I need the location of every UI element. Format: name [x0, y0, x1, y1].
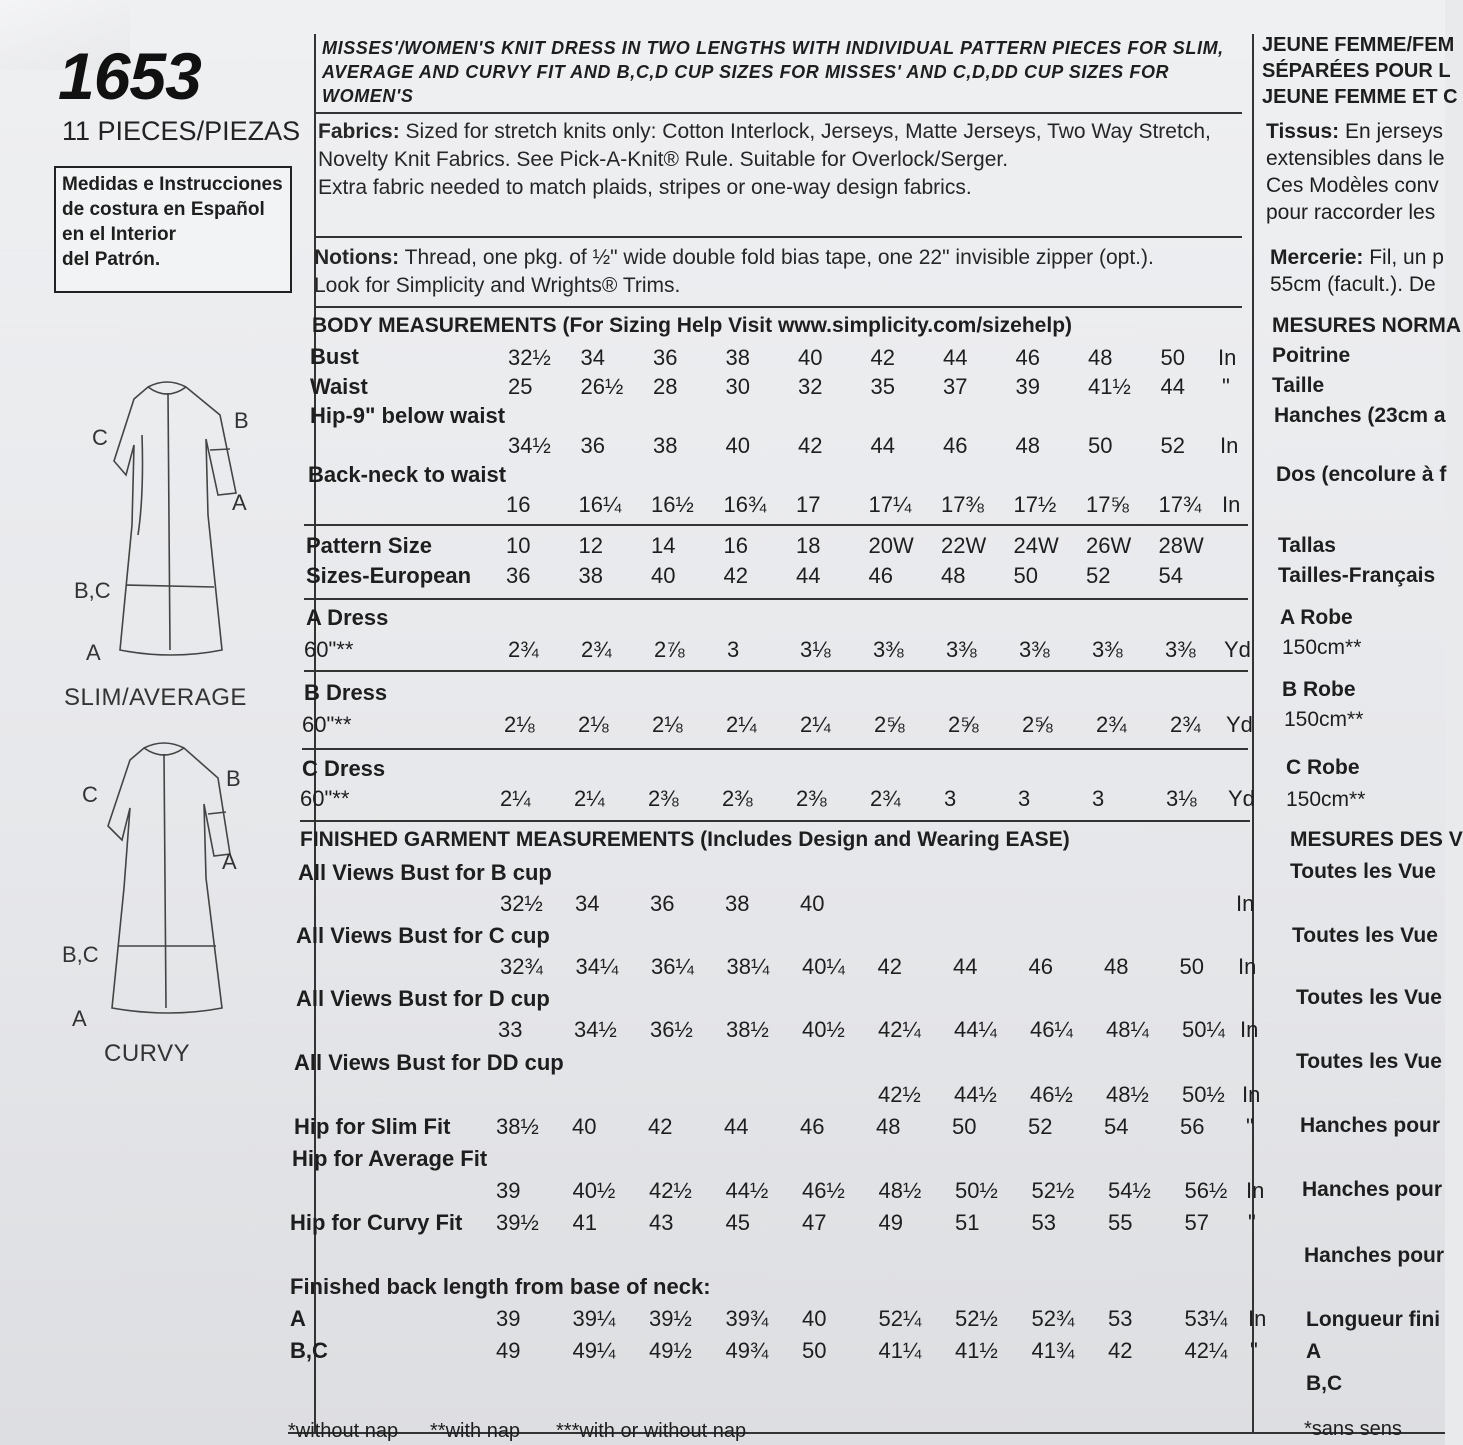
table-cell: 40 [798, 345, 823, 370]
table-cell: 42 [877, 954, 902, 979]
unit-label: In [1218, 345, 1237, 370]
table-cell: 17⅜ [941, 492, 984, 517]
row-label: Hip for Curvy Fit [290, 1210, 463, 1235]
curvy-label-bc: B,C [62, 942, 99, 967]
row-label: B,C [290, 1338, 328, 1363]
french-width: 150cm** [1286, 788, 1366, 811]
french-hanches-pour: Hanches pour [1300, 1114, 1441, 1137]
table-cell: 40¼ [802, 954, 845, 979]
slim-label-b: B [234, 408, 249, 433]
table-cell: 51 [955, 1210, 980, 1235]
slim-average-dress-drawing [80, 375, 260, 675]
table-cell: 24W [1013, 533, 1059, 558]
table-cell: 36¼ [651, 954, 694, 979]
notions-section [314, 244, 1244, 300]
table-cell: 52 [1160, 433, 1185, 458]
notions-text: Look for Simplicity and Wrights® Trims. [314, 274, 681, 297]
table-cell: 2¾ [1170, 712, 1201, 737]
title-line: WOMEN'S [322, 86, 414, 106]
table-cell: 54 [1158, 563, 1183, 588]
table-cell: 3 [727, 637, 740, 662]
table-cell: 39¾ [725, 1306, 769, 1331]
table-cell: 39 [1015, 374, 1040, 399]
unit-label: In [1222, 492, 1241, 517]
table-cell: 42 [870, 345, 895, 370]
table-cell: 46½ [1030, 1082, 1073, 1107]
fabrics-text: Novelty Knit Fabrics. See Pick-A-Knit® Rule. Suitable for Overlock/Serger. [318, 148, 1009, 171]
table-cell: 50 [952, 1114, 977, 1139]
table-cell: 32½ [500, 891, 543, 916]
title-line: AVERAGE AND CURVY FIT AND B,C,D CUP SIZES FOR MISSES' AND C,D,DD CUP SIZES FOR [322, 62, 1170, 82]
table-cell: 40 [651, 563, 676, 588]
french-taille: Taille [1272, 374, 1325, 397]
table-cell: 48 [1104, 954, 1129, 979]
table-cell: 41½ [1088, 374, 1131, 399]
footnote-with-nap: **with nap [430, 1420, 521, 1442]
notions-label: Notions: [314, 246, 400, 269]
spanish-line: de costura en Español [62, 199, 265, 220]
table-cell: 17¼ [868, 492, 912, 517]
table-cell: 34½ [574, 1017, 617, 1042]
table-cell: 46 [868, 563, 893, 588]
table-cell: 57 [1184, 1210, 1209, 1235]
slim-label-a-hem: A [86, 640, 101, 665]
fabrics-text: Sized for stretch knits only: Cotton Interlock, Jerseys, Matte Jerseys, Two Way Stretch, [399, 120, 1211, 143]
table-cell: 28 [653, 374, 678, 399]
footnote-with-or-without-nap: ***with or without nap [556, 1420, 747, 1442]
unit-label: Yd [1226, 712, 1253, 737]
table-cell: 40 [800, 891, 825, 916]
table-cell: 52½ [1031, 1178, 1075, 1203]
french-poitrine: Poitrine [1272, 344, 1351, 367]
rule [304, 670, 1248, 672]
table-cell: 53¼ [1184, 1306, 1228, 1331]
table-cell: 26½ [580, 374, 624, 399]
french-hanches-pour: Hanches pour [1304, 1244, 1445, 1267]
row-label: A [290, 1306, 306, 1331]
title-line: MISSES'/WOMEN'S KNIT DRESS IN TWO LENGTHS WITH INDIVIDUAL PATTERN PIECES FOR SLIM, [322, 38, 1224, 58]
table-cell: 52¾ [1031, 1306, 1075, 1331]
table-cell: 44 [1160, 374, 1185, 399]
spanish-line: del Patrón. [62, 249, 161, 270]
unit-label: In [1242, 1082, 1261, 1107]
table-cell: 41½ [955, 1338, 998, 1363]
french-title-line: JEUNE FEMME/FEM [1262, 34, 1455, 56]
table-cell: 49½ [649, 1338, 692, 1363]
table-cell: 40 [725, 433, 750, 458]
french-footnote: *sans sens [1304, 1418, 1402, 1440]
row-label: B Dress [304, 680, 388, 705]
pieces-count: 11 PIECES/PIEZAS [62, 116, 301, 146]
back-length-header: Finished back length from base of neck: [290, 1274, 711, 1299]
table-cell: 40 [802, 1306, 827, 1331]
table-cell: 46 [1015, 345, 1040, 370]
table-cell: 3⅜ [1019, 637, 1050, 662]
table-cell: 50 [1013, 563, 1038, 588]
french-text: 55cm (facult.). De [1270, 273, 1436, 296]
table-cell: 3⅛ [1166, 786, 1197, 811]
table-cell: 3 [1018, 786, 1031, 811]
row-label: Hip for Average Fit [292, 1146, 488, 1171]
table-cell: 56½ [1184, 1178, 1228, 1203]
rule [316, 306, 1242, 308]
table-cell: 3⅛ [800, 637, 831, 662]
table-cell: 39 [496, 1306, 521, 1331]
table-cell: 36 [650, 891, 675, 916]
french-mercerie-label: Mercerie: [1270, 246, 1364, 269]
table-cell: 49 [496, 1338, 521, 1363]
table-cell: 38½ [496, 1114, 539, 1139]
row-label: All Views Bust for B cup [298, 860, 552, 885]
french-text: pour raccorder les [1266, 201, 1436, 224]
table-cell: 2¼ [800, 712, 831, 737]
row-label: A Dress [306, 605, 389, 630]
rule [304, 598, 1248, 600]
french-tissus-label: Tissus: [1266, 120, 1340, 143]
table-cell: 47 [802, 1210, 827, 1235]
slim-label-c: C [92, 425, 108, 450]
slim-average-caption: SLIM/AVERAGE [64, 684, 247, 711]
table-cell: 44½ [954, 1082, 997, 1107]
fabric-width: 60"** [304, 637, 354, 662]
table-cell: 18 [796, 533, 821, 558]
table-cell: 2¾ [581, 637, 612, 662]
table-cell: 49 [878, 1210, 903, 1235]
table-cell: 2⅝ [874, 712, 905, 737]
table-cell: 36½ [650, 1017, 693, 1042]
table-cell: 38¼ [726, 954, 770, 979]
table-cell: 36 [580, 433, 605, 458]
table-cell: 48 [1088, 345, 1113, 370]
table-cell: 38 [725, 345, 750, 370]
table-cell: 55 [1108, 1210, 1133, 1235]
french-tallas: Tallas [1278, 534, 1336, 557]
table-cell: 50 [802, 1338, 827, 1363]
row-label: Sizes-European [306, 563, 472, 588]
table-cell: 50 [1160, 345, 1185, 370]
unit-label: In [1238, 954, 1257, 979]
table-cell: 2¼ [500, 786, 531, 811]
french-mercerie [1270, 244, 1444, 298]
row-label: All Views Bust for D cup [296, 986, 550, 1011]
french-a: A [1306, 1340, 1322, 1363]
table-cell: 32½ [508, 345, 551, 370]
table-cell: 2¾ [870, 786, 901, 811]
french-tailles: Tailles-Français [1278, 564, 1436, 587]
table-cell: 36 [653, 345, 678, 370]
table-cell: 16 [723, 533, 748, 558]
unit-label: " [1222, 374, 1230, 399]
curvy-label-a-hem: A [72, 1006, 87, 1031]
table-cell: 32¾ [500, 954, 543, 979]
table-cell: 42½ [878, 1082, 921, 1107]
table-cell: 12 [578, 533, 603, 558]
table-cell: 36 [506, 563, 531, 588]
unit-label: Yd [1228, 786, 1255, 811]
table-cell: 28W [1158, 533, 1204, 558]
table-cell: 52½ [955, 1306, 998, 1331]
table-cell: 3⅜ [946, 637, 977, 662]
table-cell: 48½ [1106, 1082, 1149, 1107]
table-cell: 34¼ [575, 954, 619, 979]
french-hanches: Hanches (23cm a [1274, 404, 1446, 427]
fabrics-section [318, 118, 1248, 202]
table-cell: 41¼ [878, 1338, 922, 1363]
table-cell: 22W [941, 533, 987, 558]
table-cell: 10 [506, 533, 531, 558]
table-cell: 45 [725, 1210, 750, 1235]
table-cell: 44¼ [954, 1017, 997, 1042]
curvy-caption: CURVY [104, 1040, 191, 1067]
table-cell: 40½ [802, 1017, 845, 1042]
table-cell: 50½ [1182, 1082, 1225, 1107]
table-cell: 3 [1092, 786, 1105, 811]
table-cell: 26W [1086, 533, 1132, 558]
row-label: C Dress [302, 756, 386, 781]
french-text: Ces Modèles conv [1266, 174, 1439, 197]
finished-measurements-header: FINISHED GARMENT MEASUREMENTS (Includes Design and Wearing EASE) [300, 828, 1070, 851]
table-cell: 42 [798, 433, 823, 458]
french-hanches-pour: Hanches pour [1302, 1178, 1443, 1201]
rule [302, 748, 1248, 750]
body-measurements-header: BODY MEASUREMENTS (For Sizing Help Visit www.simplicity.com/sizehelp) [312, 314, 1073, 337]
table-cell: 2⅜ [796, 786, 827, 811]
table-cell: 39½ [496, 1210, 539, 1235]
table-cell: 2⅛ [504, 712, 535, 737]
table-cell: 46½ [802, 1178, 845, 1203]
unit-label: Yd [1224, 637, 1251, 662]
french-width: 150cm** [1284, 708, 1364, 731]
table-cell: 42 [648, 1114, 673, 1139]
rule [300, 820, 1250, 822]
footnote-without-nap: *without nap [288, 1420, 399, 1442]
table-cell: 38 [653, 433, 678, 458]
table-cell: 17⅝ [1086, 492, 1129, 517]
table-cell: 30 [725, 374, 750, 399]
french-robe-b: B Robe [1282, 678, 1356, 701]
french-title [1262, 32, 1458, 110]
table-cell: 35 [870, 374, 895, 399]
french-toutes: Toutes les Vue [1296, 986, 1442, 1009]
table-cell: 3 [944, 786, 957, 811]
spanish-line: en el Interior [62, 224, 177, 245]
row-label: Hip for Slim Fit [294, 1114, 451, 1139]
slim-label-a: A [232, 490, 247, 515]
rule [316, 112, 1242, 114]
table-cell: 16 [506, 492, 531, 517]
table-cell: 16¼ [578, 492, 622, 517]
table-cell: 41¾ [1031, 1338, 1075, 1363]
table-cell: 41 [572, 1210, 597, 1235]
row-label: Waist [310, 374, 368, 399]
table-cell: 16¾ [723, 492, 767, 517]
table-cell: 48¼ [1106, 1017, 1149, 1042]
french-tissus [1266, 118, 1445, 226]
table-cell: 40 [572, 1114, 597, 1139]
table-cell: 53 [1108, 1306, 1133, 1331]
french-toutes: Toutes les Vue [1296, 1050, 1442, 1073]
french-title-line: SÉPARÉES POUR L [1262, 60, 1451, 82]
table-cell: 37 [943, 374, 968, 399]
table-cell: 2¼ [574, 786, 605, 811]
rule [316, 236, 1242, 238]
table-cell: 16½ [651, 492, 694, 517]
curvy-label-a: A [222, 849, 237, 874]
table-cell: 53 [1031, 1210, 1056, 1235]
table-cell: 43 [649, 1210, 674, 1235]
table-cell: 2¾ [1096, 712, 1127, 737]
fabrics-label: Fabrics: [318, 120, 400, 143]
fabrics-text: Extra fabric needed to match plaids, stripes or one-way design fabrics. [318, 176, 972, 199]
french-robe-c: C Robe [1286, 756, 1360, 779]
row-label: Pattern Size [306, 533, 432, 558]
table-cell: 2¾ [508, 637, 539, 662]
table-cell: 2¼ [726, 712, 757, 737]
unit-label: " [1246, 1114, 1254, 1139]
table-cell: 50 [1088, 433, 1113, 458]
row-label: Back-neck to waist [308, 462, 507, 487]
table-cell: 33 [498, 1017, 523, 1042]
table-cell: 42¼ [1184, 1338, 1228, 1363]
unit-label: In [1220, 433, 1239, 458]
table-cell: 48 [876, 1114, 901, 1139]
table-cell: 48 [941, 563, 966, 588]
table-cell: 3⅜ [1092, 637, 1123, 662]
french-toutes: Toutes les Vue [1290, 860, 1436, 883]
slim-label-bc: B,C [74, 578, 111, 603]
row-label: All Views Bust for C cup [296, 923, 550, 948]
table-cell: 48½ [878, 1178, 922, 1203]
table-cell: 44 [796, 563, 821, 588]
row-label: Hip-9" below waist [310, 403, 506, 428]
table-cell: 39½ [649, 1306, 692, 1331]
table-cell: 14 [651, 533, 676, 558]
table-cell: 34 [580, 345, 605, 370]
notions-text: Thread, one pkg. of ½" wide double fold bias tape, one 22" invisible zipper (opt.). [399, 246, 1154, 269]
table-cell: 40½ [572, 1178, 616, 1203]
french-width: 150cm** [1282, 636, 1362, 659]
pattern-number: 1653 [58, 39, 201, 113]
table-cell: 32 [798, 374, 823, 399]
table-cell: 50 [1179, 954, 1204, 979]
table-cell: 20W [868, 533, 914, 558]
table-cell: 2⅜ [648, 786, 679, 811]
spanish-instructions-box [54, 166, 292, 293]
table-cell: 56 [1180, 1114, 1205, 1139]
table-cell: 17¾ [1158, 492, 1202, 517]
table-cell: 44 [724, 1114, 749, 1139]
curvy-label-c: C [82, 782, 98, 807]
table-cell: 44 [953, 954, 978, 979]
row-label: All Views Bust for DD cup [294, 1050, 564, 1075]
french-text: Fil, un p [1363, 246, 1444, 269]
french-title-line: JEUNE FEMME ET C [1262, 86, 1458, 108]
table-cell: 34 [575, 891, 600, 916]
table-cell: 54½ [1108, 1178, 1151, 1203]
table-cell: 46 [800, 1114, 825, 1139]
table-cell: 44 [943, 345, 968, 370]
table-cell: 49¼ [572, 1338, 616, 1363]
unit-label: In [1246, 1178, 1265, 1203]
table-cell: 44 [870, 433, 895, 458]
table-cell: 48 [1015, 433, 1040, 458]
table-cell: 49¾ [725, 1338, 769, 1363]
table-cell: 42½ [649, 1178, 692, 1203]
french-robe-a: A Robe [1280, 606, 1353, 629]
table-cell: 54 [1104, 1114, 1129, 1139]
table-cell: 50½ [955, 1178, 998, 1203]
rule [304, 524, 1248, 526]
table-cell: 46¼ [1030, 1017, 1073, 1042]
table-cell: 34½ [508, 433, 551, 458]
table-cell: 2⅝ [948, 712, 979, 737]
table-cell: 44½ [725, 1178, 769, 1203]
french-toutes: Toutes les Vue [1292, 924, 1438, 947]
curvy-label-b: B [226, 766, 241, 791]
table-cell: 2⅞ [654, 637, 685, 662]
table-cell: 38 [725, 891, 750, 916]
table-cell: 52¼ [878, 1306, 922, 1331]
unit-label: In [1240, 1017, 1259, 1042]
table-cell: 42 [723, 563, 748, 588]
table-cell: 42¼ [878, 1017, 921, 1042]
table-cell: 46 [943, 433, 968, 458]
table-cell: 2⅝ [1022, 712, 1053, 737]
table-cell: 52 [1028, 1114, 1053, 1139]
table-cell: 50¼ [1182, 1017, 1225, 1042]
table-cell: 38½ [726, 1017, 769, 1042]
unit-label: " [1250, 1338, 1258, 1363]
table-cell: 39 [496, 1178, 521, 1203]
row-label: Bust [310, 344, 359, 369]
french-mesures: MESURES NORMA [1272, 314, 1462, 337]
table-cell: 3⅜ [873, 637, 904, 662]
table-cell: 3⅜ [1165, 637, 1196, 662]
french-text: extensibles dans le [1266, 147, 1445, 170]
unit-label: In [1248, 1306, 1267, 1331]
table-cell: 46 [1028, 954, 1053, 979]
french-dos: Dos (encolure à f [1276, 463, 1447, 486]
french-text: En jerseys [1339, 120, 1444, 143]
table-cell: 2⅜ [722, 786, 753, 811]
fabric-width: 60"** [302, 712, 352, 737]
spanish-line: Medidas e Instrucciones [62, 174, 283, 195]
table-cell: 42 [1108, 1338, 1133, 1363]
table-cell: 39¼ [572, 1306, 616, 1331]
french-mesures-des: MESURES DES V [1290, 828, 1463, 851]
french-bc: B,C [1306, 1372, 1343, 1395]
table-cell: 25 [508, 374, 533, 399]
table-cell: 2⅛ [578, 712, 609, 737]
table-cell: 17 [796, 492, 821, 517]
fabric-width: 60"** [300, 786, 350, 811]
unit-label: " [1248, 1210, 1256, 1235]
table-cell: 17½ [1013, 492, 1057, 517]
unit-label: In [1236, 891, 1255, 916]
pattern-title [322, 36, 1237, 108]
table-cell: 38 [578, 563, 603, 588]
table-cell: 52 [1086, 563, 1111, 588]
table-cell: 2⅛ [652, 712, 683, 737]
french-column [1262, 28, 1463, 1445]
french-longueur: Longueur fini [1306, 1308, 1441, 1331]
